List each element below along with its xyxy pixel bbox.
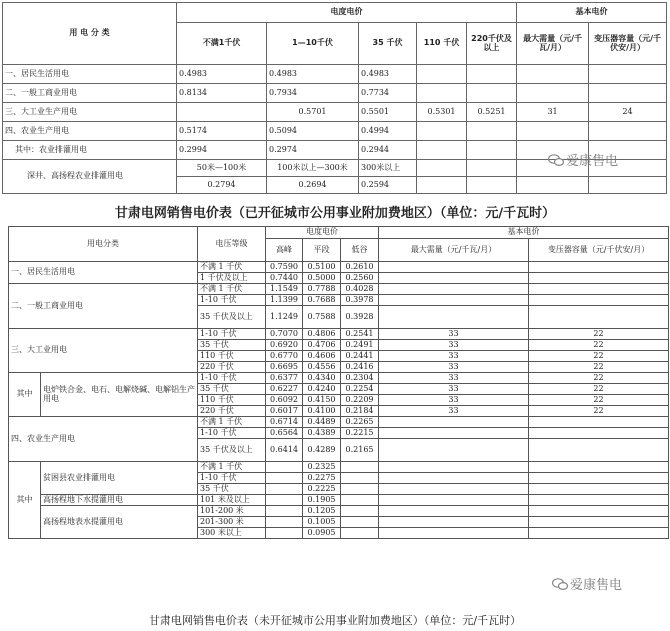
group-label: 一、居民生活用电 bbox=[9, 262, 198, 284]
cell: 0.8134 bbox=[177, 84, 267, 103]
cell: 0.3978 bbox=[341, 295, 379, 306]
voltage-cell: 1-10 千伏 bbox=[198, 329, 266, 340]
cell: 33 bbox=[379, 351, 529, 362]
cell: 0.0905 bbox=[303, 528, 341, 539]
row-label: 四、农业生产用电 bbox=[3, 122, 177, 141]
wechat-icon bbox=[548, 154, 564, 166]
cell: 0.1905 bbox=[303, 495, 341, 506]
cell: 0.4150 bbox=[303, 395, 341, 406]
subgroup-label: 高扬程地表水提灌用电 bbox=[41, 506, 198, 539]
header-under-1kv: 不满1千伏 bbox=[177, 23, 267, 65]
cell: 0.6377 bbox=[266, 373, 303, 384]
cell: 0.3928 bbox=[341, 306, 379, 329]
table-row bbox=[9, 462, 669, 473]
header-flat: 平段 bbox=[303, 239, 341, 262]
cell: 0.4340 bbox=[303, 373, 341, 384]
voltage-cell: 220 千伏 bbox=[198, 362, 266, 373]
table-caption-levied: 甘肃电网销售电价表（已开征城市公用事业附加费地区）（单位：元/千瓦时） bbox=[114, 206, 556, 221]
cell: 0.6017 bbox=[266, 406, 303, 417]
cell: 22 bbox=[529, 362, 669, 373]
cell: 24 bbox=[589, 103, 667, 122]
cell: 22 bbox=[529, 373, 669, 384]
cell: 0.2441 bbox=[341, 351, 379, 362]
header-valley: 低谷 bbox=[341, 239, 379, 262]
header-transformer: 变压器容量（元/千伏安/月） bbox=[589, 23, 667, 65]
watermark bbox=[552, 574, 622, 593]
cell: 0.2594 bbox=[359, 177, 417, 194]
header-1-10kv: 1—10千伏 bbox=[267, 23, 359, 65]
cell: 1.1399 bbox=[266, 295, 303, 306]
voltage-cell: 101-200 米 bbox=[198, 506, 266, 517]
group-label: 三、大工业用电 bbox=[9, 329, 198, 373]
cell: 0.2560 bbox=[341, 273, 379, 284]
cell: 33 bbox=[379, 384, 529, 395]
cell: 0.4706 bbox=[303, 340, 341, 351]
cell: 0.2225 bbox=[303, 484, 341, 495]
table-row bbox=[9, 329, 669, 340]
cell: 0.2325 bbox=[303, 462, 341, 473]
cell: 33 bbox=[379, 340, 529, 351]
cell: 0.4389 bbox=[303, 428, 341, 439]
subgroup-label: 电炉铁合金、电石、电解烧碱、电解铝生产用电 bbox=[41, 373, 198, 417]
voltage-cell: 不满 1 千伏 bbox=[198, 262, 266, 273]
cell: 0.4606 bbox=[303, 351, 341, 362]
cell: 0.5301 bbox=[417, 103, 467, 122]
voltage-cell: 1 千伏及以上 bbox=[198, 273, 266, 284]
voltage-cell: 35 千伏 bbox=[198, 384, 266, 395]
cell: 0.2944 bbox=[359, 141, 417, 160]
header-category: 用电分类 bbox=[9, 227, 198, 262]
header-category: 用 电 分 类 bbox=[3, 3, 177, 65]
cell: 1.1549 bbox=[266, 284, 303, 295]
cell: 0.2165 bbox=[341, 439, 379, 462]
cell: 33 bbox=[379, 329, 529, 340]
voltage-cell: 201-300 米 bbox=[198, 517, 266, 528]
group-label: 四、农业生产用电 bbox=[9, 417, 198, 462]
cell: 0.4983 bbox=[177, 65, 267, 84]
table-row bbox=[9, 262, 669, 273]
group-label: 二、一般工商业用电 bbox=[9, 284, 198, 329]
header-energy-price: 电度电价 bbox=[266, 227, 379, 239]
cell: 0.4983 bbox=[359, 65, 417, 84]
wechat-icon bbox=[552, 578, 568, 590]
qizhong-label: 其中 bbox=[9, 373, 41, 417]
cell: 0.7734 bbox=[359, 84, 417, 103]
cell: 22 bbox=[529, 395, 669, 406]
cell: 0.7788 bbox=[303, 284, 341, 295]
row-label: 三、大工业生产用电 bbox=[3, 103, 177, 122]
cell: 0.6770 bbox=[266, 351, 303, 362]
cell: 0.6414 bbox=[266, 439, 303, 462]
table-row bbox=[3, 103, 667, 122]
header-max-demand: 最大需量（元/千瓦/月） bbox=[517, 23, 589, 65]
voltage-cell: 35 千伏及以上 bbox=[198, 306, 266, 329]
voltage-cell: 1-10 千伏 bbox=[198, 428, 266, 439]
cell: 22 bbox=[529, 351, 669, 362]
cell: 0.5000 bbox=[303, 273, 341, 284]
table-row bbox=[9, 373, 669, 384]
cell: 0.4994 bbox=[359, 122, 417, 141]
header-basic-price: 基本电价 bbox=[379, 227, 669, 239]
cell: 50米—100米 bbox=[177, 160, 267, 177]
voltage-cell: 35 千伏 bbox=[198, 484, 266, 495]
voltage-cell: 300 米以上 bbox=[198, 528, 266, 539]
cell: 22 bbox=[529, 384, 669, 395]
header-basic-price: 基本电价 bbox=[517, 3, 667, 23]
cell: 0.4100 bbox=[303, 406, 341, 417]
price-table-unlevied bbox=[8, 226, 669, 539]
voltage-cell: 35 千伏及以上 bbox=[198, 439, 266, 462]
cell: 0.7688 bbox=[303, 295, 341, 306]
header-energy-price: 电度电价 bbox=[177, 3, 517, 23]
cell: 0.5094 bbox=[267, 122, 359, 141]
cell: 0.6714 bbox=[266, 417, 303, 428]
voltage-cell: 1-10 千伏 bbox=[198, 373, 266, 384]
row-label: 深井、高扬程农业排灌用电 bbox=[3, 160, 177, 194]
cell: 33 bbox=[379, 362, 529, 373]
voltage-cell: 不满 1 千伏 bbox=[198, 284, 266, 295]
cell: 0.6695 bbox=[266, 362, 303, 373]
subgroup-label: 贫困县农业排灌用电 bbox=[41, 462, 198, 495]
cell: 0.2254 bbox=[341, 384, 379, 395]
cell: 0.4806 bbox=[303, 329, 341, 340]
header-220kv: 220千伏及以上 bbox=[467, 23, 517, 65]
cell: 22 bbox=[529, 329, 669, 340]
cell: 0.4240 bbox=[303, 384, 341, 395]
cell: 0.7934 bbox=[267, 84, 359, 103]
voltage-cell: 1-10 千伏 bbox=[198, 295, 266, 306]
cell: 0.6092 bbox=[266, 395, 303, 406]
watermark-text: 爱康售电 bbox=[570, 578, 623, 593]
subgroup-label: 高扬程地下水提灌用电 bbox=[41, 495, 198, 506]
row-label: 其中：农业排灌用电 bbox=[3, 141, 177, 160]
header-voltage: 电压等级 bbox=[198, 227, 266, 262]
cell: 0.2265 bbox=[341, 417, 379, 428]
cell: 33 bbox=[379, 395, 529, 406]
voltage-cell: 1-10 千伏 bbox=[198, 473, 266, 484]
cell: 0.4489 bbox=[303, 417, 341, 428]
cell: 22 bbox=[529, 406, 669, 417]
voltage-cell: 220 千伏 bbox=[198, 406, 266, 417]
cell: 0.1005 bbox=[303, 517, 341, 528]
cell: 0.2694 bbox=[267, 177, 359, 194]
row-label: 二、一般工商业用电 bbox=[3, 84, 177, 103]
table-row bbox=[9, 506, 669, 517]
watermark-text: 爱康售电 bbox=[566, 154, 619, 169]
cell: 0.2416 bbox=[341, 362, 379, 373]
cell: 31 bbox=[517, 103, 589, 122]
table-caption-unlevied: 甘肃电网销售电价表（未开征城市公用事业附加费地区）（单位：元/千瓦时） bbox=[148, 614, 522, 627]
voltage-cell: 110 千伏 bbox=[198, 395, 266, 406]
cell: 0.2491 bbox=[341, 340, 379, 351]
cell: 0.7588 bbox=[303, 306, 341, 329]
header-35kv: 35 千伏 bbox=[359, 23, 417, 65]
cell: 0.6227 bbox=[266, 384, 303, 395]
cell: 0.2541 bbox=[341, 329, 379, 340]
voltage-cell: 35 千伏 bbox=[198, 340, 266, 351]
cell: 0.7440 bbox=[266, 273, 303, 284]
cell: 1.1249 bbox=[266, 306, 303, 329]
voltage-cell: 不满 1 千伏 bbox=[198, 462, 266, 473]
cell: 0.6564 bbox=[266, 428, 303, 439]
cell: 0.4028 bbox=[341, 284, 379, 295]
table-row bbox=[3, 84, 667, 103]
table-row bbox=[9, 284, 669, 295]
cell: 0.1205 bbox=[303, 506, 341, 517]
cell: 0.2184 bbox=[341, 406, 379, 417]
cell: 0.2275 bbox=[303, 473, 341, 484]
cell: 100米以上—300米 bbox=[267, 160, 359, 177]
table-row bbox=[3, 122, 667, 141]
cell: 0.7070 bbox=[266, 329, 303, 340]
cell: 0.2794 bbox=[177, 177, 267, 194]
table-row bbox=[9, 495, 669, 506]
cell: 0.5251 bbox=[467, 103, 517, 122]
cell: 0.2209 bbox=[341, 395, 379, 406]
cell: 33 bbox=[379, 373, 529, 384]
cell: 0.7590 bbox=[266, 262, 303, 273]
cell: 22 bbox=[529, 340, 669, 351]
cell: 0.2610 bbox=[341, 262, 379, 273]
header-max-demand: 最大需量（元/千瓦/月） bbox=[379, 239, 529, 262]
cell: 0.6920 bbox=[266, 340, 303, 351]
row-label: 一、居民生活用电 bbox=[3, 65, 177, 84]
table-row bbox=[3, 65, 667, 84]
cell: 0.5501 bbox=[359, 103, 417, 122]
cell: 33 bbox=[379, 406, 529, 417]
header-110kv: 110 千伏 bbox=[417, 23, 467, 65]
header-peak: 高峰 bbox=[266, 239, 303, 262]
cell: 300米以上 bbox=[359, 160, 417, 177]
voltage-cell: 101 米及以上 bbox=[198, 495, 266, 506]
voltage-cell: 不满 1 千伏 bbox=[198, 417, 266, 428]
table-row bbox=[9, 417, 669, 428]
cell: 0.4983 bbox=[267, 65, 359, 84]
cell: 0.4289 bbox=[303, 439, 341, 462]
cell: 0.5174 bbox=[177, 122, 267, 141]
cell: 0.2215 bbox=[341, 428, 379, 439]
header-transformer: 变压器容量（元/千伏安/月） bbox=[529, 239, 669, 262]
cell: 0.2974 bbox=[267, 141, 359, 160]
cell: 0.5100 bbox=[303, 262, 341, 273]
cell: 0.5701 bbox=[267, 103, 359, 122]
voltage-cell: 110 千伏 bbox=[198, 351, 266, 362]
qizhong-label: 其中 bbox=[9, 462, 41, 539]
watermark bbox=[548, 150, 618, 169]
cell: 0.4556 bbox=[303, 362, 341, 373]
cell: 0.2994 bbox=[177, 141, 267, 160]
cell: 0.2304 bbox=[341, 373, 379, 384]
